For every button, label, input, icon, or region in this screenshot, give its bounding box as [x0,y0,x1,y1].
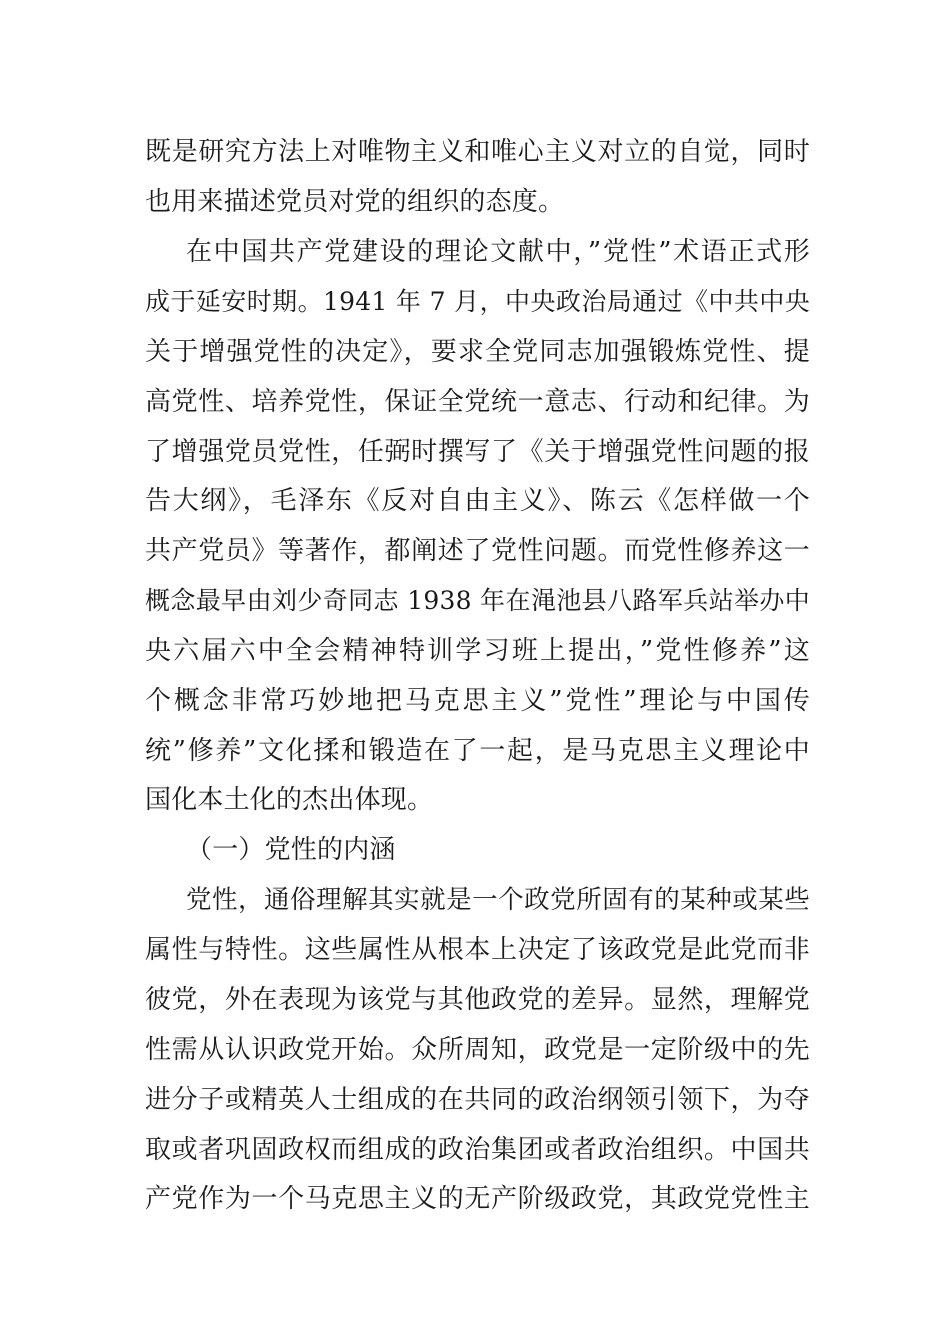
paragraph-line: 也用来描述党员对党的组织的态度。 [145,187,565,217]
paragraph-line: 高党性、培养党性，保证全党统一意志、行动和纪律。为 [145,387,810,417]
paragraph-line: 彼党，外在表现为该党与其他政党的差异。显然，理解党 [145,985,810,1015]
paragraph-line: 关于增强党性的决定》，要求全党同志加强锻炼党性、提 [145,337,810,367]
paragraph-line: 央六届六中全会精神特训学习班上提出，”党性修养”这 [145,636,810,666]
paragraph-line: 个概念非常巧妙地把马克思主义”党性”理论与中国传 [145,686,810,716]
paragraph-line: 产党作为一个马克思主义的无产阶级政党，其政党党性主 [145,1184,810,1214]
paragraph-line: 概念最早由刘少奇同志 1938 年在渑池县八路军兵站举办中 [145,586,810,615]
paragraph-line: 统”修养”文化揉和锻造在了一起，是马克思主义理论中 [145,736,810,766]
paragraph-line: 告大纲》，毛泽东《反对自由主义》、陈云《怎样做一个 [145,486,810,516]
paragraph-line: 国化本土化的杰出体现。 [145,785,434,815]
paragraph-line: 进分子或精英人士组成的在共同的政治纲领引领下，为夺 [145,1085,810,1115]
paragraph-line: 共产党员》等著作，都阐述了党性问题。而党性修养这一 [145,536,810,566]
paragraph-line: 在中国共产党建设的理论文献中，”党性”术语正式形 [186,237,810,267]
paragraph-line: 性需从认识政党开始。众所周知，政党是一定阶级中的先 [145,1035,810,1065]
paragraph-line: 属性与特性。这些属性从根本上决定了该政党是此党而非 [145,935,810,965]
paragraph-line: 既是研究方法上对唯物主义和唯心主义对立的自觉，同时 [145,137,810,167]
paragraph-line: 党性，通俗理解其实就是一个政党所固有的某种或某些 [186,885,810,915]
paragraph-line: 取或者巩固政权而组成的政治集团或者政治组织。中国共 [145,1135,810,1165]
section-heading: （一）党性的内涵 [186,835,396,865]
paragraph-line: 了增强党员党性，任弼时撰写了《关于增强党性问题的报 [145,437,810,467]
paragraph-line: 成于延安时期。1941 年 7 月，中央政治局通过《中共中央 [145,287,810,316]
